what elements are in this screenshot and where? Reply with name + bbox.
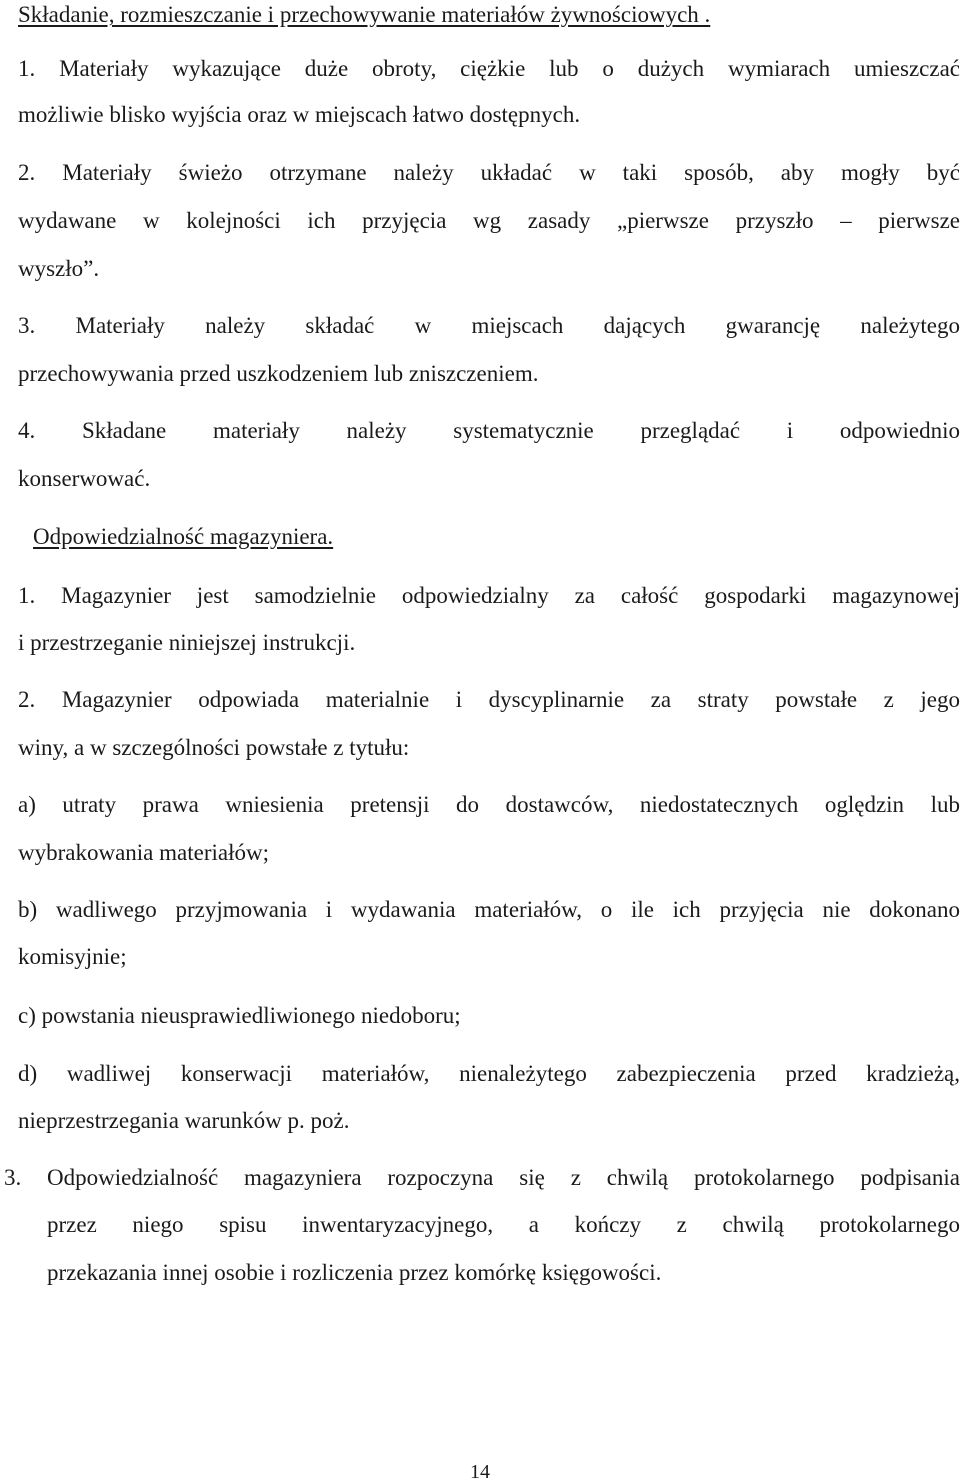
responsibility-3-number: 3. bbox=[4, 1165, 22, 1190]
item-a-line-1: a) utraty prawa wniesienia pretensji do dostawców, niedostatecznych oględzin lub bbox=[18, 792, 960, 817]
page-number: 14 bbox=[470, 1461, 490, 1483]
storage-rule-3-line-1: 3. Materiały należy składać w miejscach dających gwarancję należytego bbox=[18, 313, 960, 338]
storage-rule-2-line-3: wyszło”. bbox=[18, 256, 100, 281]
storage-rule-4-line-1: 4. Składane materiały należy systematycznie przeglądać i odpowiednio bbox=[18, 418, 960, 443]
responsibility-3-line-1: Odpowiedzialność magazyniera rozpoczyna się z chwilą protokolarnego podpisania bbox=[47, 1165, 960, 1190]
storage-rule-4-line-2: konserwować. bbox=[18, 466, 151, 491]
storage-rule-3-line-2: przechowywania przed uszkodzeniem lub zniszczeniem. bbox=[18, 361, 539, 386]
item-b-line-2: komisyjnie; bbox=[18, 944, 127, 969]
responsibility-3-line-2: przez niego spisu inwentaryzacyjnego, a kończy z chwilą protokolarnego bbox=[47, 1212, 960, 1237]
responsibility-3-line-3: przekazania innej osobie i rozliczenia przez komórkę księgowości. bbox=[47, 1260, 662, 1285]
storage-rule-2-line-1: 2. Materiały świeżo otrzymane należy układać w taki sposób, aby mogły być bbox=[18, 160, 960, 185]
responsibility-1-line-2: i przestrzeganie niniejszej instrukcji. bbox=[18, 630, 356, 655]
item-b-line-1: b) wadliwego przyjmowania i wydawania materiałów, o ile ich przyjęcia nie dokonano bbox=[18, 897, 960, 922]
item-d-line-2: nieprzestrzegania warunków p. poż. bbox=[18, 1108, 350, 1133]
responsibility-heading: Odpowiedzialność magazyniera. bbox=[33, 524, 334, 549]
responsibility-1-line-1: 1. Magazynier jest samodzielnie odpowiedzialny za całość gospodarki magazynowej bbox=[18, 583, 960, 608]
storage-rule-2-line-2: wydawane w kolejności ich przyjęcia wg zasady „pierwsze przyszło – pierwsze bbox=[18, 208, 960, 233]
item-d-line-1: d) wadliwej konserwacji materiałów, nienależytego zabezpieczenia przed kradzieżą, bbox=[18, 1061, 960, 1086]
storage-rule-1-line-1: 1. Materiały wykazujące duże obroty, ciężkie lub o dużych wymiarach umieszczać bbox=[18, 56, 960, 81]
section-heading: Składanie, rozmieszczanie i przechowywanie materiałów żywnościowych . bbox=[18, 2, 711, 27]
storage-rule-1-line-2: możliwie blisko wyjścia oraz w miejscach łatwo dostępnych. bbox=[18, 102, 581, 127]
item-a-line-2: wybrakowania materiałów; bbox=[18, 840, 269, 865]
item-c-line-1: c) powstania nieusprawiedliwionego niedoboru; bbox=[18, 1003, 461, 1028]
responsibility-2-line-1: 2. Magazynier odpowiada materialnie i dyscyplinarnie za straty powstałe z jego bbox=[18, 687, 960, 712]
responsibility-2-line-2: winy, a w szczególności powstałe z tytułu: bbox=[18, 735, 410, 760]
